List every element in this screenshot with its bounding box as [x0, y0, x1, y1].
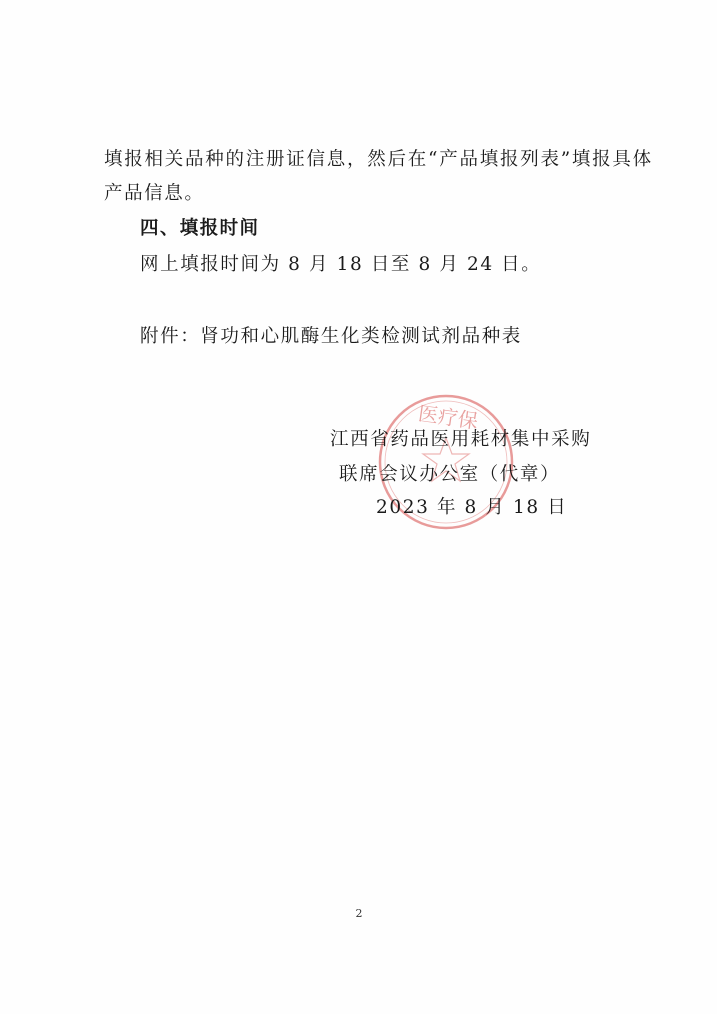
body-paragraph-line-1: 填报相关品种的注册证信息，然后在“产品填报列表”填报具体 [104, 149, 653, 170]
body-paragraph-line-2: 产品信息。 [104, 183, 205, 204]
page-number: 2 [355, 907, 363, 920]
section-heading: 四、填报时间 [140, 218, 260, 239]
svg-text:医疗保: 医疗保 [416, 401, 480, 434]
signature-organization-line-2: 联席会议办公室（代章） [339, 464, 561, 485]
signature-organization-line-1: 江西省药品医用耗材集中采购 [330, 429, 592, 450]
signature-date: 2023 年 8 月 18 日 [376, 497, 568, 518]
attachment-line: 附件：肾功和心肌酶生化类检测试剂品种表 [140, 326, 522, 347]
filing-time-text: 网上填报时间为 8 月 18 日至 8 月 24 日。 [140, 254, 542, 275]
